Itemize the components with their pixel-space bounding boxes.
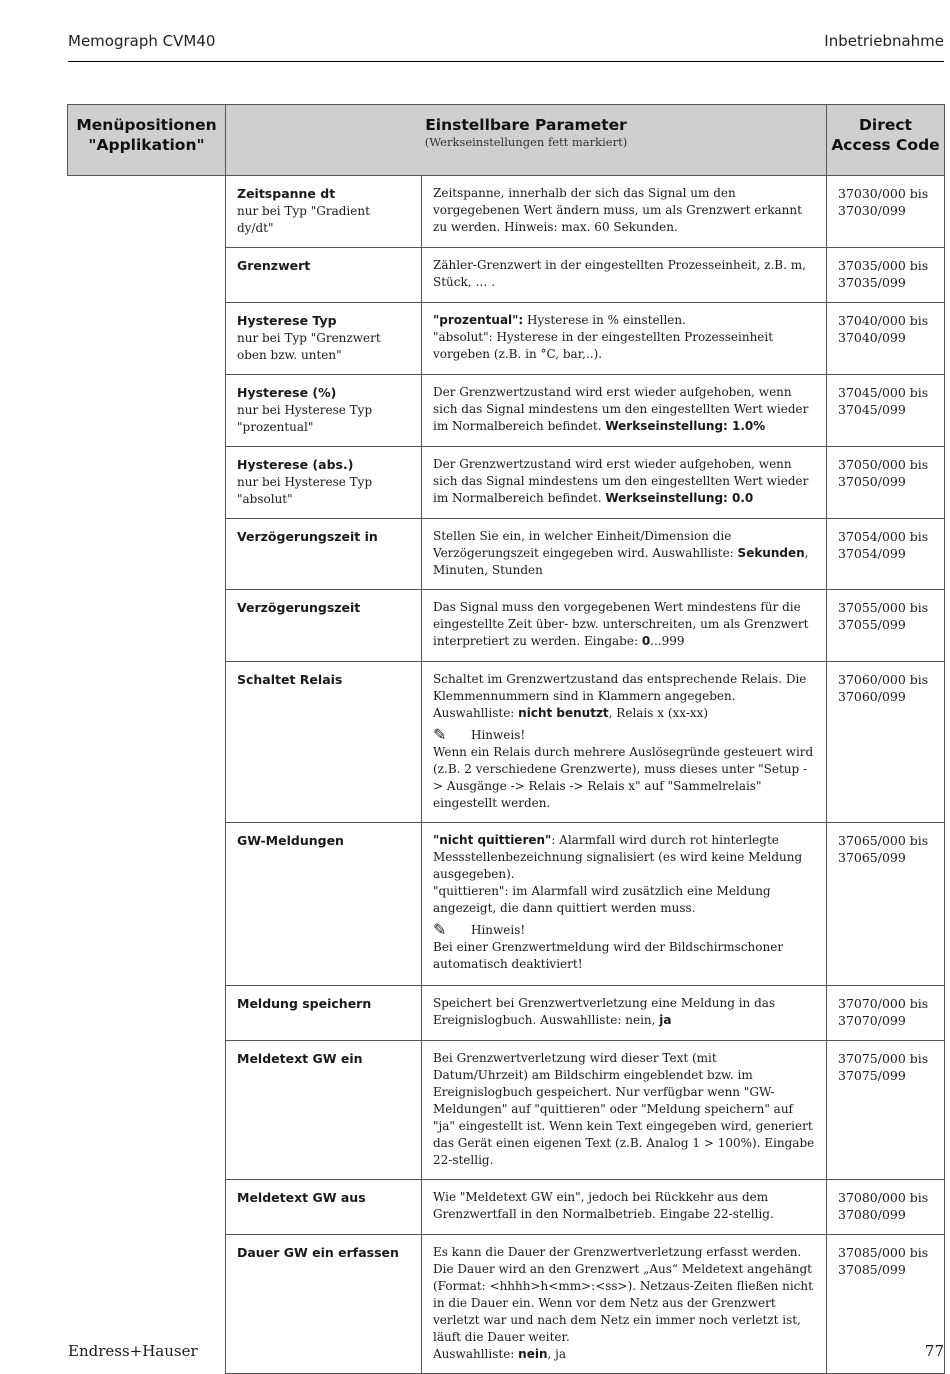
desc-text: Stellen Sie ein, in welcher Einheit/Dimension die Verzögerungszeit eingegeben wird. Auswahlliste: xyxy=(433,529,738,560)
param-name: Hysterese (abs.) xyxy=(237,457,354,472)
desc-text: Es kann die Dauer der Grenzwertverletzung erfasst werden. Die Dauer wird an den Grenzwert „Aus“ Meldetext angehängt (Format: <hhhh>h<mm>:<ss>). Netzaus-Zeiten fließen nicht in die Dauer ein. Wenn vor dem Netz aus der Grenzwert verletzt war und nach dem Netz ein immer noch verletzt ist, läuft die Dauer weiter. xyxy=(433,1245,813,1344)
param-description xyxy=(422,823,827,986)
note-block xyxy=(433,726,815,812)
desc-text-end: , Relais x (xx-xx) xyxy=(608,706,709,720)
note-label: Hinweis! xyxy=(471,923,526,937)
param-name: Meldetext GW ein xyxy=(237,1051,363,1066)
param-name-cell xyxy=(226,662,422,823)
access-code-from: 37070/000 bis xyxy=(838,996,929,1011)
col-header-menu-line2: "Applikation" xyxy=(88,136,205,154)
desc-text: Hysterese in % einstellen. xyxy=(523,313,686,327)
access-code-cell xyxy=(827,248,945,303)
param-name: GW-Meldungen xyxy=(237,833,344,848)
col-header-menu xyxy=(68,105,226,176)
param-condition: nur bei Typ "Grenzwert oben bzw. unten" xyxy=(237,331,381,362)
access-code-to: 37030/099 xyxy=(838,203,906,218)
param-description xyxy=(422,590,827,662)
param-description xyxy=(422,375,827,447)
note-text: Wenn ein Relais durch mehrere Auslösegründe gesteuert wird (z.B. 2 verschiedene Grenzwerte), muss dieses unter "Setup -> Ausgänge -> Relais -> Relais x" auf "Sammelrelais" eingestellt werden. xyxy=(433,745,814,810)
param-condition: nur bei Typ "Gradient dy/dt" xyxy=(237,204,370,235)
desc-text: Der Grenzwertzustand wird erst wieder aufgehoben, wenn sich das Signal mindestens um den eingestellten Wert wieder im Normalbereich befindet. xyxy=(433,457,809,505)
param-name-cell xyxy=(226,823,422,986)
desc-text-end: ...999 xyxy=(650,634,685,648)
desc-bold: "nicht quittieren" xyxy=(433,833,552,847)
desc-text: Bei Grenzwertverletzung wird dieser Text (mit Datum/Uhrzeit) am Bildschirm eingeblendet bzw. im Ereignislogbuch gespeichert. Nur verfügbar wenn "GW-Meldungen" auf "quittieren" oder "Meldung speichern" auf "ja" eingestellt ist. Wenn kein Text eingegeben wird, generiert das Gerät einen eigenen Text (z.B. Analog 1 > 100%). Eingabe 22-stellig. xyxy=(433,1051,815,1167)
param-description xyxy=(422,1235,827,1374)
desc-bold: "prozentual": xyxy=(433,313,524,327)
pencil-icon: ✎ xyxy=(433,920,447,939)
access-code-to: 37045/099 xyxy=(838,402,906,417)
param-description xyxy=(422,303,827,375)
param-condition: nur bei Hysterese Typ "absolut" xyxy=(237,475,373,506)
page-number: 77 xyxy=(924,1342,944,1360)
col-header-code-line2: Access Code xyxy=(831,136,940,154)
desc-text: Zeitspanne, innerhalb der sich das Signal um den vorgegebenen Wert ändern muss, um als Grenzwert erkannt zu werden. Hinweis: max. 60 Sekunden. xyxy=(433,186,802,234)
table-row xyxy=(68,176,945,248)
desc-bold: nicht benutzt xyxy=(518,706,609,720)
access-code-from: 37075/000 bis xyxy=(838,1051,929,1066)
param-name-cell xyxy=(226,1041,422,1180)
access-code-to: 37080/099 xyxy=(838,1207,906,1222)
desc-text: Wie "Meldetext GW ein", jedoch bei Rückkehr aus dem Grenzwertfall in den Normalbetrieb. Eingabe 22-stellig. xyxy=(433,1190,774,1221)
access-code-to: 37070/099 xyxy=(838,1013,906,1028)
param-name: Hysterese (%) xyxy=(237,385,337,400)
access-code-cell xyxy=(827,519,945,590)
access-code-cell xyxy=(827,662,945,823)
desc-text-2: Auswahlliste: xyxy=(433,706,519,720)
note-text: Bei einer Grenzwertmeldung wird der Bildschirmschoner automatisch deaktiviert! xyxy=(433,940,784,971)
param-name-cell xyxy=(226,375,422,447)
param-name-cell xyxy=(226,447,422,519)
desc-bold: nein xyxy=(518,1347,548,1361)
desc-text: Der Grenzwertzustand wird erst wieder aufgehoben, wenn sich das Signal mindestens um den eingestellten Wert wieder im Normalbereich befindet. xyxy=(433,385,809,433)
desc-text: : Alarmfall wird durch rot hinterlegte Messstellenbezeichnung signalisiert (es wird keine Meldung ausgegeben). xyxy=(433,833,803,881)
param-description xyxy=(422,1180,827,1235)
parameter-table-wrap xyxy=(67,104,944,1374)
param-name-cell xyxy=(226,248,422,303)
param-name: Verzögerungszeit in xyxy=(237,529,378,544)
access-code-cell xyxy=(827,447,945,519)
param-name-cell xyxy=(226,176,422,248)
col-header-code xyxy=(827,105,945,176)
param-name-cell xyxy=(226,590,422,662)
param-name-cell xyxy=(226,303,422,375)
col-header-params-title: Einstellbare Parameter xyxy=(425,116,627,134)
param-name: Zeitspanne dt xyxy=(237,186,336,201)
param-name: Dauer GW ein erfassen xyxy=(237,1245,399,1260)
desc-text-2: "quittieren": im Alarmfall wird zusätzlich eine Meldung angezeigt, die dann quittiert werden muss. xyxy=(433,884,771,915)
access-code-to: 37050/099 xyxy=(838,474,906,489)
desc-bold: 0 xyxy=(641,634,651,648)
access-code-cell xyxy=(827,375,945,447)
access-code-from: 37065/000 bis xyxy=(838,833,929,848)
col-header-params xyxy=(226,105,827,176)
page-header xyxy=(68,32,944,62)
param-name: Meldung speichern xyxy=(237,996,372,1011)
param-name-cell xyxy=(226,1235,422,1374)
param-name-cell xyxy=(226,986,422,1041)
desc-text: Schaltet im Grenzwertzustand das entsprechende Relais. Die Klemmennummern sind in Klammern angegeben. xyxy=(433,672,807,703)
param-description xyxy=(422,447,827,519)
access-code-to: 37055/099 xyxy=(838,617,906,632)
header-section: Inbetriebnahme xyxy=(824,32,944,50)
access-code-to: 37060/099 xyxy=(838,689,906,704)
param-name: Grenzwert xyxy=(237,258,311,273)
access-code-from: 37030/000 bis xyxy=(838,186,929,201)
access-code-to: 37085/099 xyxy=(838,1262,906,1277)
access-code-from: 37080/000 bis xyxy=(838,1190,929,1205)
desc-text-end: , Minuten, Stunden xyxy=(433,546,809,577)
param-name: Schaltet Relais xyxy=(237,672,343,687)
note-label: Hinweis! xyxy=(471,728,526,742)
access-code-cell xyxy=(827,823,945,986)
param-description xyxy=(422,248,827,303)
access-code-cell xyxy=(827,1041,945,1180)
footer-brand: Endress+Hauser xyxy=(68,1342,198,1360)
access-code-to: 37035/099 xyxy=(838,275,906,290)
desc-text-2: "absolut": Hysterese in der eingestellten Prozesseinheit vorgeben (z.B. in °C, bar,..). xyxy=(433,330,774,361)
desc-bold: Sekunden xyxy=(737,546,805,560)
access-code-from: 37085/000 bis xyxy=(838,1245,929,1260)
access-code-to: 37075/099 xyxy=(838,1068,906,1083)
param-description xyxy=(422,519,827,590)
pencil-icon: ✎ xyxy=(433,725,447,744)
param-description xyxy=(422,662,827,823)
param-name: Hysterese Typ xyxy=(237,313,337,328)
access-code-cell xyxy=(827,176,945,248)
param-description xyxy=(422,1041,827,1180)
access-code-to: 37054/099 xyxy=(838,546,906,561)
access-code-cell xyxy=(827,303,945,375)
note-block xyxy=(433,921,815,973)
desc-bold: Werkseinstellung: 1.0% xyxy=(605,419,766,433)
parameter-table xyxy=(67,104,945,1374)
param-name: Meldetext GW aus xyxy=(237,1190,366,1205)
access-code-cell xyxy=(827,590,945,662)
col-header-params-sub: (Werkseinstellungen fett markiert) xyxy=(424,135,628,149)
param-condition: nur bei Hysterese Typ "prozentual" xyxy=(237,403,373,434)
access-code-to: 37065/099 xyxy=(838,850,906,865)
access-code-from: 37045/000 bis xyxy=(838,385,929,400)
param-description xyxy=(422,986,827,1041)
access-code-from: 37040/000 bis xyxy=(838,313,929,328)
access-code-from: 37060/000 bis xyxy=(838,672,929,687)
table-header-row xyxy=(68,105,945,176)
access-code-from: 37055/000 bis xyxy=(838,600,929,615)
desc-text: Das Signal muss den vorgegebenen Wert mindestens für die eingestellte Zeit über- bzw. unterschreiten, um als Grenzwert interpretiert zu werden. Eingabe: xyxy=(433,600,809,648)
param-name-cell xyxy=(226,1180,422,1235)
desc-text-2: Auswahlliste: xyxy=(433,1347,519,1361)
access-code-from: 37035/000 bis xyxy=(838,258,929,273)
param-name-cell xyxy=(226,519,422,590)
access-code-cell xyxy=(827,986,945,1041)
access-code-to: 37040/099 xyxy=(838,330,906,345)
access-code-cell xyxy=(827,1180,945,1235)
desc-text-end: , ja xyxy=(547,1347,567,1361)
access-code-from: 37050/000 bis xyxy=(838,457,929,472)
desc-bold: ja xyxy=(659,1013,672,1027)
col-header-menu-line1: Menüpositionen xyxy=(76,116,217,134)
param-description xyxy=(422,176,827,248)
col-header-code-line1: Direct xyxy=(859,116,912,134)
desc-bold: Werkseinstellung: 0.0 xyxy=(605,491,754,505)
desc-text: Speichert bei Grenzwertverletzung eine Meldung in das Ereignislogbuch. Auswahlliste: nein, xyxy=(433,996,776,1027)
desc-text: Zähler-Grenzwert in der eingestellten Prozesseinheit, z.B. m, Stück, … . xyxy=(433,258,806,289)
access-code-from: 37054/000 bis xyxy=(838,529,929,544)
menu-column-blank xyxy=(68,176,226,1374)
param-name: Verzögerungszeit xyxy=(237,600,361,615)
header-product: Memograph CVM40 xyxy=(68,32,216,50)
